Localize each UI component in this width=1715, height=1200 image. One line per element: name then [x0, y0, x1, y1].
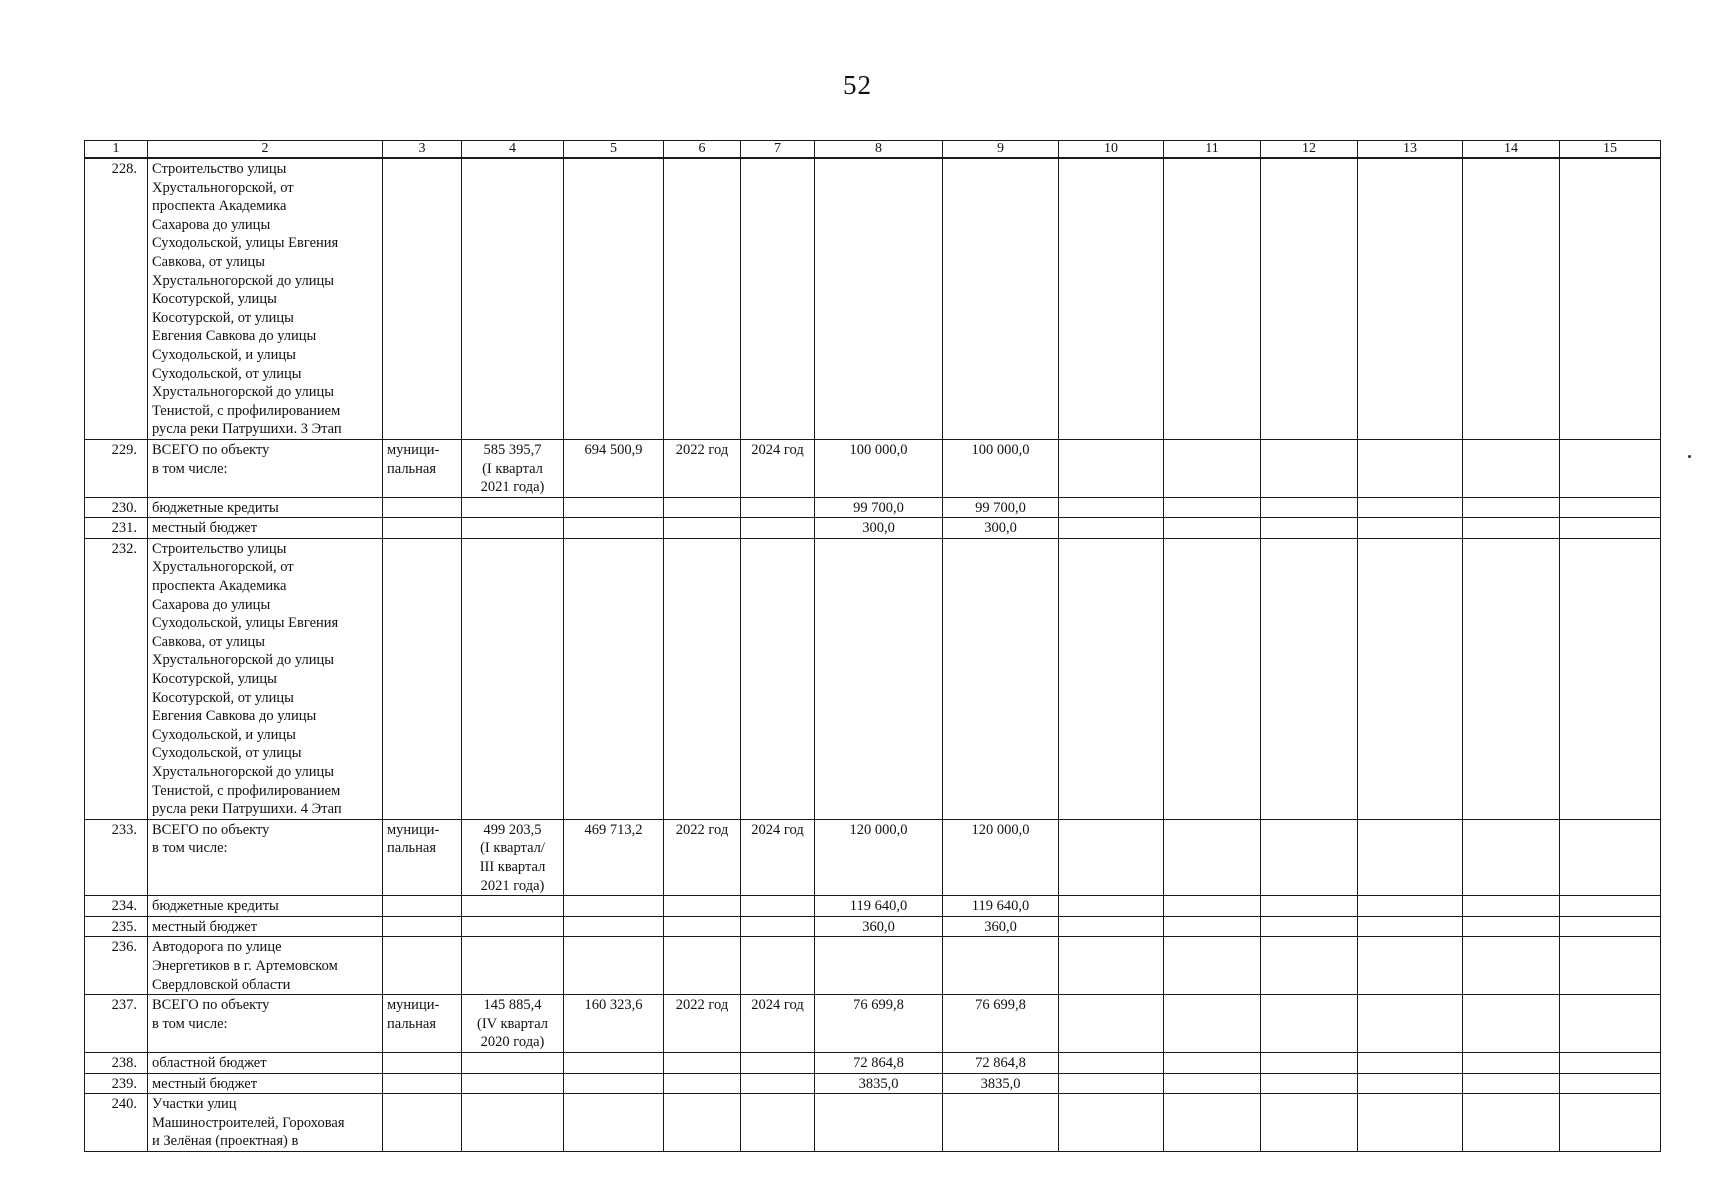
empty-col-14-cell: [1463, 995, 1560, 1053]
scan-artifact-dot: [1688, 455, 1691, 458]
estimated-cost-cell: 585 395,7 (I квартал 2021 года): [462, 439, 564, 497]
amount-col-8-cell: 119 640,0: [815, 896, 943, 917]
empty-col-15-cell: [1560, 538, 1661, 819]
estimated-cost-cell: 145 885,4 (IV квартал 2020 года): [462, 995, 564, 1053]
empty-col-14-cell: [1463, 439, 1560, 497]
amount-col-9-cell: 72 864,8: [943, 1052, 1059, 1073]
col-header-4: 4: [462, 141, 564, 159]
row-number-cell: 238.: [85, 1052, 148, 1073]
table-row: [85, 916, 1661, 937]
empty-col-10-cell: [1059, 1073, 1164, 1094]
empty-col-13-cell: [1358, 538, 1463, 819]
current-cost-cell: [564, 1073, 664, 1094]
empty-col-12-cell: [1261, 158, 1358, 439]
empty-col-12-cell: [1261, 1073, 1358, 1094]
col-header-12: 12: [1261, 141, 1358, 159]
estimated-cost-cell: [462, 1052, 564, 1073]
current-cost-cell: [564, 1052, 664, 1073]
current-cost-cell: [564, 538, 664, 819]
empty-col-14-cell: [1463, 937, 1560, 995]
table-row: [85, 1052, 1661, 1073]
empty-col-10-cell: [1059, 158, 1164, 439]
estimated-cost-cell: [462, 1094, 564, 1152]
end-year-cell: [741, 1094, 815, 1152]
empty-col-10-cell: [1059, 439, 1164, 497]
ownership-form-cell: [383, 518, 462, 539]
start-year-cell: [664, 538, 741, 819]
page-number: 52: [843, 70, 872, 100]
row-number-cell: 240.: [85, 1094, 148, 1152]
empty-col-15-cell: [1560, 937, 1661, 995]
table-row: [85, 158, 1661, 439]
table-row: [85, 518, 1661, 539]
object-name-cell: бюджетные кредиты: [148, 497, 383, 518]
start-year-cell: [664, 916, 741, 937]
col-header-8: 8: [815, 141, 943, 159]
object-name-cell: Строительство улицы Хрустальногорской, от проспекта Академика Сахарова до улицы Суходольской, улицы Евгения Савкова, от улицы Хрустальногорской до улицы Косотурской, улицы Косотурской, от улицы Евгения Савкова до улицы Суходольской, и улицы Суходольской, от улицы Хрустальногорской до улицы Тенистой, с профилированием русла реки Патрушихи. 3 Этап: [148, 158, 383, 439]
row-number-cell: 233.: [85, 819, 148, 895]
investment-objects-table: [84, 140, 1661, 1152]
row-number-cell: 237.: [85, 995, 148, 1053]
col-header-5: 5: [564, 141, 664, 159]
table-row: [85, 896, 1661, 917]
estimated-cost-cell: [462, 1073, 564, 1094]
col-header-6: 6: [664, 141, 741, 159]
empty-col-11-cell: [1164, 819, 1261, 895]
row-number-cell: 235.: [85, 916, 148, 937]
ownership-form-cell: муници- пальная: [383, 995, 462, 1053]
table-body: [85, 158, 1661, 1151]
empty-col-12-cell: [1261, 896, 1358, 917]
ownership-form-cell: [383, 1052, 462, 1073]
start-year-cell: 2022 год: [664, 819, 741, 895]
empty-col-13-cell: [1358, 439, 1463, 497]
estimated-cost-cell: [462, 916, 564, 937]
empty-col-15-cell: [1560, 1052, 1661, 1073]
start-year-cell: 2022 год: [664, 439, 741, 497]
empty-col-14-cell: [1463, 158, 1560, 439]
start-year-cell: [664, 518, 741, 539]
ownership-form-cell: [383, 158, 462, 439]
start-year-cell: [664, 1094, 741, 1152]
empty-col-14-cell: [1463, 819, 1560, 895]
empty-col-13-cell: [1358, 995, 1463, 1053]
object-name-cell: ВСЕГО по объекту в том числе:: [148, 439, 383, 497]
end-year-cell: [741, 518, 815, 539]
empty-col-14-cell: [1463, 497, 1560, 518]
table-row: [85, 995, 1661, 1053]
empty-col-15-cell: [1560, 819, 1661, 895]
end-year-cell: 2024 год: [741, 819, 815, 895]
empty-col-10-cell: [1059, 518, 1164, 539]
amount-col-8-cell: 100 000,0: [815, 439, 943, 497]
estimated-cost-cell: [462, 896, 564, 917]
current-cost-cell: [564, 896, 664, 917]
amount-col-8-cell: 72 864,8: [815, 1052, 943, 1073]
estimated-cost-cell: [462, 497, 564, 518]
end-year-cell: [741, 158, 815, 439]
empty-col-11-cell: [1164, 158, 1261, 439]
amount-col-9-cell: 120 000,0: [943, 819, 1059, 895]
col-header-15: 15: [1560, 141, 1661, 159]
start-year-cell: [664, 1052, 741, 1073]
estimated-cost-cell: 499 203,5 (I квартал/ III квартал 2021 года): [462, 819, 564, 895]
amount-col-8-cell: 3835,0: [815, 1073, 943, 1094]
end-year-cell: [741, 937, 815, 995]
end-year-cell: [741, 896, 815, 917]
empty-col-11-cell: [1164, 518, 1261, 539]
empty-col-14-cell: [1463, 916, 1560, 937]
empty-col-13-cell: [1358, 916, 1463, 937]
empty-col-11-cell: [1164, 937, 1261, 995]
table-row: [85, 1073, 1661, 1094]
start-year-cell: [664, 497, 741, 518]
empty-col-13-cell: [1358, 819, 1463, 895]
object-name-cell: Участки улиц Машиностроителей, Гороховая и Зелёная (проектная) в: [148, 1094, 383, 1152]
ownership-form-cell: [383, 916, 462, 937]
amount-col-9-cell: [943, 538, 1059, 819]
table-row: [85, 439, 1661, 497]
current-cost-cell: 160 323,6: [564, 995, 664, 1053]
object-name-cell: Автодорога по улице Энергетиков в г. Артемовском Свердловской области: [148, 937, 383, 995]
amount-col-8-cell: [815, 158, 943, 439]
empty-col-13-cell: [1358, 896, 1463, 917]
empty-col-10-cell: [1059, 819, 1164, 895]
amount-col-9-cell: 360,0: [943, 916, 1059, 937]
ownership-form-cell: [383, 1094, 462, 1152]
col-header-1: 1: [85, 141, 148, 159]
amount-col-9-cell: [943, 1094, 1059, 1152]
row-number-cell: 232.: [85, 538, 148, 819]
empty-col-13-cell: [1358, 1094, 1463, 1152]
amount-col-8-cell: [815, 538, 943, 819]
col-header-13: 13: [1358, 141, 1463, 159]
empty-col-10-cell: [1059, 995, 1164, 1053]
empty-col-10-cell: [1059, 1094, 1164, 1152]
empty-col-10-cell: [1059, 497, 1164, 518]
object-name-cell: Строительство улицы Хрустальногорской, от проспекта Академика Сахарова до улицы Суходольской, улицы Евгения Савкова, от улицы Хрустальногорской до улицы Косотурской, улицы Косотурской, от улицы Евгения Савкова до улицы Суходольской, и улицы Суходольской, от улицы Хрустальногорской до улицы Тенистой, с профилированием русла реки Патрушихи. 4 Этап: [148, 538, 383, 819]
empty-col-10-cell: [1059, 916, 1164, 937]
current-cost-cell: [564, 1094, 664, 1152]
col-header-11: 11: [1164, 141, 1261, 159]
estimated-cost-cell: [462, 538, 564, 819]
amount-col-8-cell: 76 699,8: [815, 995, 943, 1053]
empty-col-12-cell: [1261, 995, 1358, 1053]
empty-col-12-cell: [1261, 1052, 1358, 1073]
empty-col-12-cell: [1261, 937, 1358, 995]
empty-col-15-cell: [1560, 439, 1661, 497]
empty-col-12-cell: [1261, 916, 1358, 937]
empty-col-14-cell: [1463, 538, 1560, 819]
row-number-cell: 229.: [85, 439, 148, 497]
amount-col-9-cell: 100 000,0: [943, 439, 1059, 497]
empty-col-13-cell: [1358, 1073, 1463, 1094]
object-name-cell: ВСЕГО по объекту в том числе:: [148, 995, 383, 1053]
amount-col-9-cell: 99 700,0: [943, 497, 1059, 518]
object-name-cell: местный бюджет: [148, 1073, 383, 1094]
object-name-cell: местный бюджет: [148, 916, 383, 937]
current-cost-cell: [564, 497, 664, 518]
empty-col-15-cell: [1560, 1073, 1661, 1094]
empty-col-14-cell: [1463, 518, 1560, 539]
col-header-9: 9: [943, 141, 1059, 159]
empty-col-10-cell: [1059, 1052, 1164, 1073]
end-year-cell: [741, 1073, 815, 1094]
empty-col-14-cell: [1463, 1094, 1560, 1152]
empty-col-13-cell: [1358, 937, 1463, 995]
estimated-cost-cell: [462, 158, 564, 439]
amount-col-8-cell: 300,0: [815, 518, 943, 539]
current-cost-cell: 469 713,2: [564, 819, 664, 895]
ownership-form-cell: [383, 538, 462, 819]
empty-col-11-cell: [1164, 896, 1261, 917]
empty-col-11-cell: [1164, 439, 1261, 497]
amount-col-9-cell: [943, 158, 1059, 439]
empty-col-10-cell: [1059, 937, 1164, 995]
estimated-cost-cell: [462, 518, 564, 539]
amount-col-9-cell: 76 699,8: [943, 995, 1059, 1053]
col-header-3: 3: [383, 141, 462, 159]
empty-col-15-cell: [1560, 518, 1661, 539]
empty-col-15-cell: [1560, 158, 1661, 439]
ownership-form-cell: [383, 1073, 462, 1094]
empty-col-15-cell: [1560, 896, 1661, 917]
empty-col-10-cell: [1059, 538, 1164, 819]
table-row: [85, 819, 1661, 895]
start-year-cell: [664, 896, 741, 917]
empty-col-12-cell: [1261, 518, 1358, 539]
end-year-cell: [741, 1052, 815, 1073]
col-header-7: 7: [741, 141, 815, 159]
empty-col-15-cell: [1560, 1094, 1661, 1152]
empty-col-11-cell: [1164, 995, 1261, 1053]
amount-col-9-cell: [943, 937, 1059, 995]
amount-col-8-cell: [815, 1094, 943, 1152]
estimated-cost-cell: [462, 937, 564, 995]
start-year-cell: [664, 1073, 741, 1094]
col-header-14: 14: [1463, 141, 1560, 159]
end-year-cell: [741, 916, 815, 937]
current-cost-cell: [564, 916, 664, 937]
object-name-cell: областной бюджет: [148, 1052, 383, 1073]
empty-col-11-cell: [1164, 916, 1261, 937]
end-year-cell: 2024 год: [741, 439, 815, 497]
row-number-cell: 236.: [85, 937, 148, 995]
empty-col-12-cell: [1261, 538, 1358, 819]
empty-col-15-cell: [1560, 497, 1661, 518]
current-cost-cell: [564, 158, 664, 439]
row-number-cell: 234.: [85, 896, 148, 917]
ownership-form-cell: [383, 497, 462, 518]
empty-col-13-cell: [1358, 518, 1463, 539]
row-number-cell: 239.: [85, 1073, 148, 1094]
amount-col-8-cell: [815, 937, 943, 995]
table-row: [85, 1094, 1661, 1152]
ownership-form-cell: [383, 937, 462, 995]
column-number-row: [85, 141, 1661, 159]
current-cost-cell: 694 500,9: [564, 439, 664, 497]
amount-col-8-cell: 99 700,0: [815, 497, 943, 518]
empty-col-11-cell: [1164, 538, 1261, 819]
amount-col-9-cell: 119 640,0: [943, 896, 1059, 917]
amount-col-8-cell: 360,0: [815, 916, 943, 937]
col-header-10: 10: [1059, 141, 1164, 159]
object-name-cell: бюджетные кредиты: [148, 896, 383, 917]
empty-col-14-cell: [1463, 896, 1560, 917]
ownership-form-cell: [383, 896, 462, 917]
row-number-cell: 230.: [85, 497, 148, 518]
empty-col-11-cell: [1164, 497, 1261, 518]
object-name-cell: ВСЕГО по объекту в том числе:: [148, 819, 383, 895]
empty-col-12-cell: [1261, 497, 1358, 518]
amount-col-9-cell: 300,0: [943, 518, 1059, 539]
table-row: [85, 497, 1661, 518]
empty-col-10-cell: [1059, 896, 1164, 917]
start-year-cell: [664, 158, 741, 439]
start-year-cell: 2022 год: [664, 995, 741, 1053]
start-year-cell: [664, 937, 741, 995]
empty-col-12-cell: [1261, 819, 1358, 895]
empty-col-12-cell: [1261, 1094, 1358, 1152]
empty-col-11-cell: [1164, 1094, 1261, 1152]
row-number-cell: 228.: [85, 158, 148, 439]
empty-col-12-cell: [1261, 439, 1358, 497]
row-number-cell: 231.: [85, 518, 148, 539]
empty-col-14-cell: [1463, 1073, 1560, 1094]
empty-col-11-cell: [1164, 1052, 1261, 1073]
current-cost-cell: [564, 518, 664, 539]
empty-col-13-cell: [1358, 497, 1463, 518]
empty-col-13-cell: [1358, 1052, 1463, 1073]
table-row: [85, 937, 1661, 995]
ownership-form-cell: муници- пальная: [383, 819, 462, 895]
amount-col-9-cell: 3835,0: [943, 1073, 1059, 1094]
empty-col-15-cell: [1560, 916, 1661, 937]
table-row: [85, 538, 1661, 819]
empty-col-15-cell: [1560, 995, 1661, 1053]
empty-col-13-cell: [1358, 158, 1463, 439]
object-name-cell: местный бюджет: [148, 518, 383, 539]
amount-col-8-cell: 120 000,0: [815, 819, 943, 895]
end-year-cell: [741, 538, 815, 819]
end-year-cell: 2024 год: [741, 995, 815, 1053]
current-cost-cell: [564, 937, 664, 995]
empty-col-14-cell: [1463, 1052, 1560, 1073]
end-year-cell: [741, 497, 815, 518]
empty-col-11-cell: [1164, 1073, 1261, 1094]
ownership-form-cell: муници- пальная: [383, 439, 462, 497]
col-header-2: 2: [148, 141, 383, 159]
